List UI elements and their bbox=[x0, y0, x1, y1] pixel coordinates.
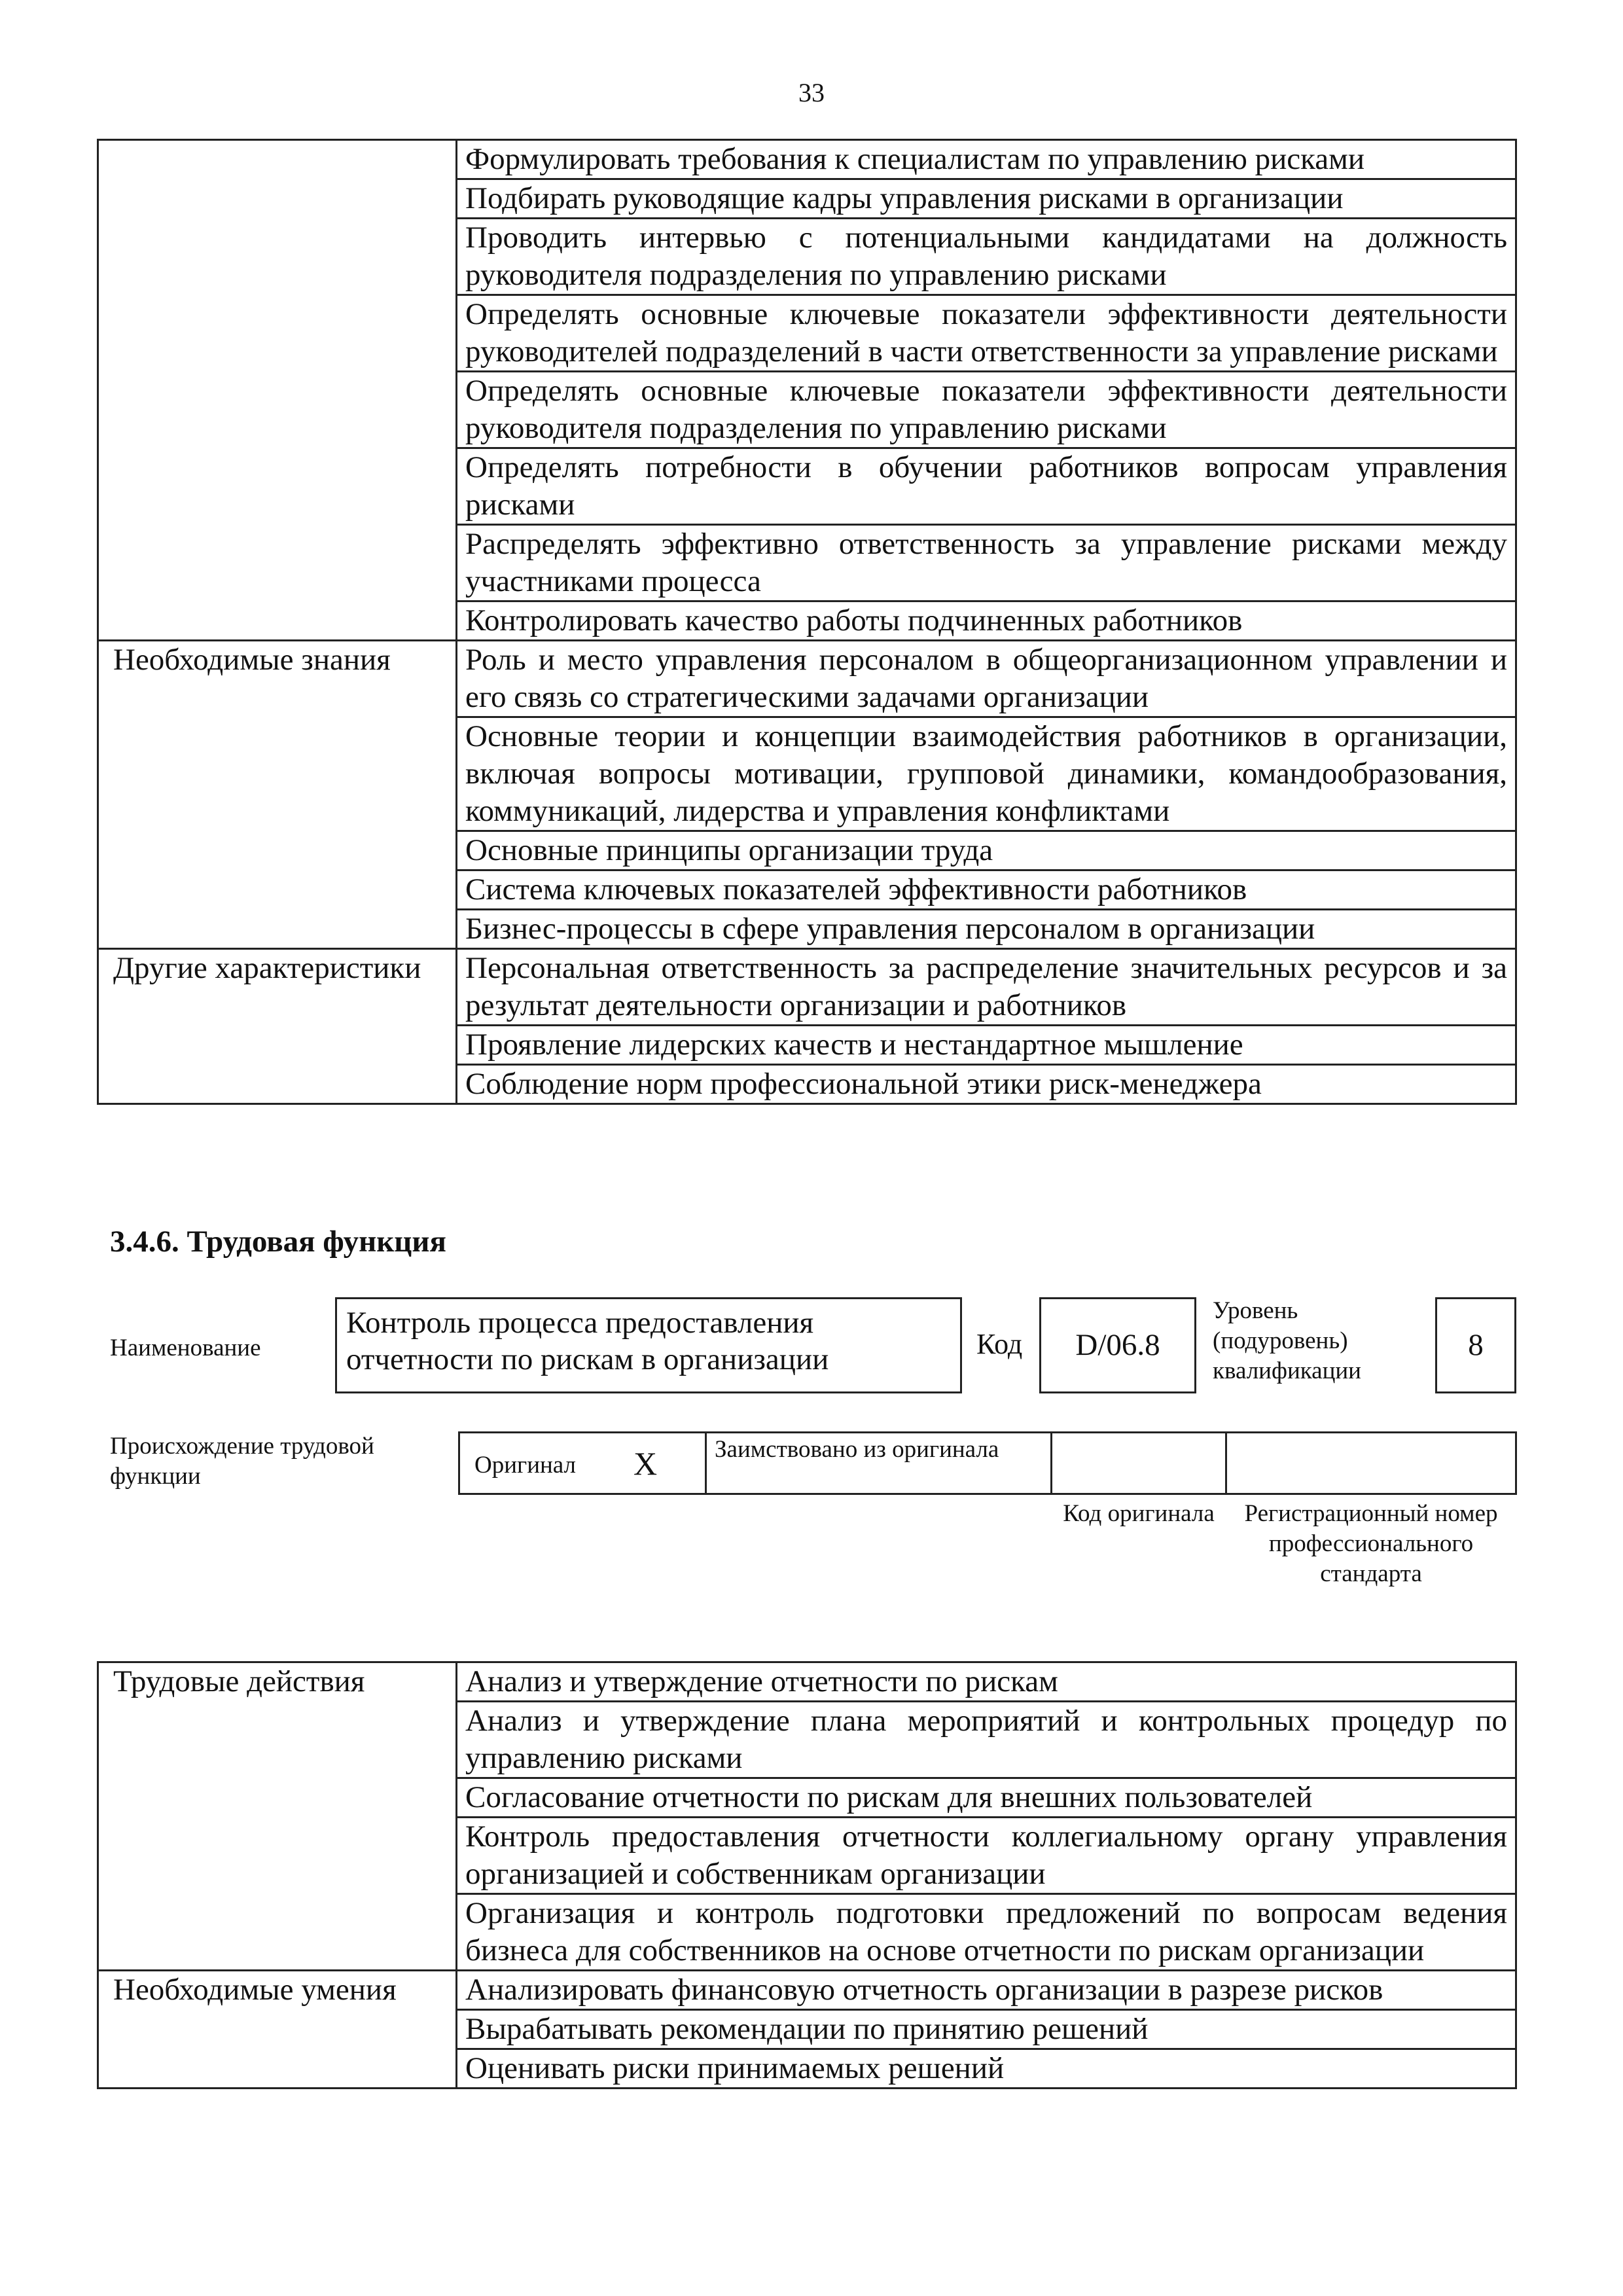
row-label-other: Другие характеристики bbox=[98, 949, 457, 1104]
table-cell: Система ключевых показателей эффективности работников bbox=[457, 870, 1516, 910]
section-title: 3.4.6. Трудовая функция bbox=[110, 1225, 446, 1259]
table-cell: Проявление лидерских качеств и нестандартное мышление bbox=[457, 1026, 1516, 1065]
code-original-caption: Код оригинала bbox=[1063, 1500, 1215, 1527]
code-label: Код bbox=[976, 1328, 1023, 1360]
function-name-box bbox=[335, 1297, 962, 1393]
table-cell: Оценивать риски принимаемых решений bbox=[457, 2049, 1516, 2089]
level-value: 8 bbox=[1468, 1328, 1484, 1362]
table-row bbox=[98, 1662, 1516, 1702]
table-cell: Вырабатывать рекомендации по принятию решений bbox=[457, 2010, 1516, 2049]
table-cell: Персональная ответственность за распределение значительных ресурсов и за результат деятельности организации и работников bbox=[457, 949, 1516, 1026]
function-code-value: D/06.8 bbox=[1075, 1328, 1160, 1362]
table-cell: Анализ и утверждение плана мероприятий и контрольных процедур по управлению рисками bbox=[457, 1702, 1516, 1778]
table-cell: Подбирать руководящие кадры управления рисками в организации bbox=[457, 179, 1516, 219]
table-cell: Организация и контроль подготовки предложений по вопросам ведения бизнеса для собственников на основе отчетности по рискам организации bbox=[457, 1894, 1516, 1971]
origin-label: Происхождение трудовой функции bbox=[110, 1433, 374, 1490]
name-label: Наименование bbox=[110, 1335, 261, 1361]
skills-table-continued bbox=[97, 139, 1517, 1105]
table-cell: Проводить интервью с потенциальными кандидатами на должность руководителя подразделения по управлению рисками bbox=[457, 219, 1516, 295]
row-label bbox=[98, 140, 457, 641]
row-label-actions: Трудовые действия bbox=[98, 1662, 457, 1971]
reg-number-cell bbox=[1225, 1431, 1517, 1495]
function-code-box bbox=[1039, 1297, 1196, 1393]
table-cell: Распределять эффективно ответственность за управление рисками между участниками процесса bbox=[457, 525, 1516, 601]
original-label: Оригинал bbox=[474, 1452, 577, 1479]
borrowed-label: Заимствовано из оригинала bbox=[715, 1436, 999, 1463]
table-row bbox=[98, 641, 1516, 717]
table-cell: Определять потребности в обучении работников вопросам управления рисками bbox=[457, 448, 1516, 525]
level-label: Уровень (подуровень) квалификации bbox=[1213, 1297, 1361, 1384]
table-cell: Соблюдение норм профессиональной этики риск-менеджера bbox=[457, 1065, 1516, 1104]
code-original-cell bbox=[1050, 1431, 1227, 1495]
table-cell: Основные принципы организации труда bbox=[457, 831, 1516, 870]
table-row bbox=[98, 140, 1516, 179]
original-cell bbox=[458, 1431, 707, 1495]
function-name-value: Контроль процесса предоставления отчетности по рискам в организации bbox=[346, 1306, 829, 1376]
table-cell: Контролировать качество работы подчиненных работников bbox=[457, 601, 1516, 641]
table-cell: Определять основные ключевые показатели эффективности деятельности руководителя подразделения по управлению рисками bbox=[457, 372, 1516, 448]
table-cell: Согласование отчетности по рискам для внешних пользователей bbox=[457, 1778, 1516, 1818]
level-box bbox=[1435, 1297, 1516, 1393]
table-row bbox=[98, 1971, 1516, 2010]
original-mark: X bbox=[633, 1445, 658, 1482]
table-cell: Анализ и утверждение отчетности по рискам bbox=[457, 1662, 1516, 1702]
reg-number-caption: Регистрационный номер профессионального стандарта bbox=[1244, 1500, 1498, 1587]
row-label-skills: Необходимые умения bbox=[98, 1971, 457, 2089]
table-cell: Формулировать требования к специалистам по управлению рисками bbox=[457, 140, 1516, 179]
table-cell: Основные теории и концепции взаимодействия работников в организации, включая вопросы мотивации, групповой динамики, командообразования, коммуникаций, лидерства и управления конфликтами bbox=[457, 717, 1516, 831]
page-number: 33 bbox=[798, 78, 825, 107]
table-cell: Определять основные ключевые показатели эффективности деятельности руководителей подразделений в части ответственности за управление рисками bbox=[457, 295, 1516, 372]
table-cell: Бизнес-процессы в сфере управления персоналом в организации bbox=[457, 910, 1516, 949]
labor-function-table bbox=[97, 1661, 1517, 2089]
table-cell: Контроль предоставления отчетности коллегиальному органу управления организацией и собственникам организации bbox=[457, 1818, 1516, 1894]
table-row bbox=[98, 949, 1516, 1026]
row-label-knowledge: Необходимые знания bbox=[98, 641, 457, 949]
table-cell: Анализировать финансовую отчетность организации в разрезе рисков bbox=[457, 1971, 1516, 2010]
borrowed-cell bbox=[705, 1431, 1052, 1495]
table-cell: Роль и место управления персоналом в общеорганизационном управлении и его связь со стратегическими задачами организации bbox=[457, 641, 1516, 717]
